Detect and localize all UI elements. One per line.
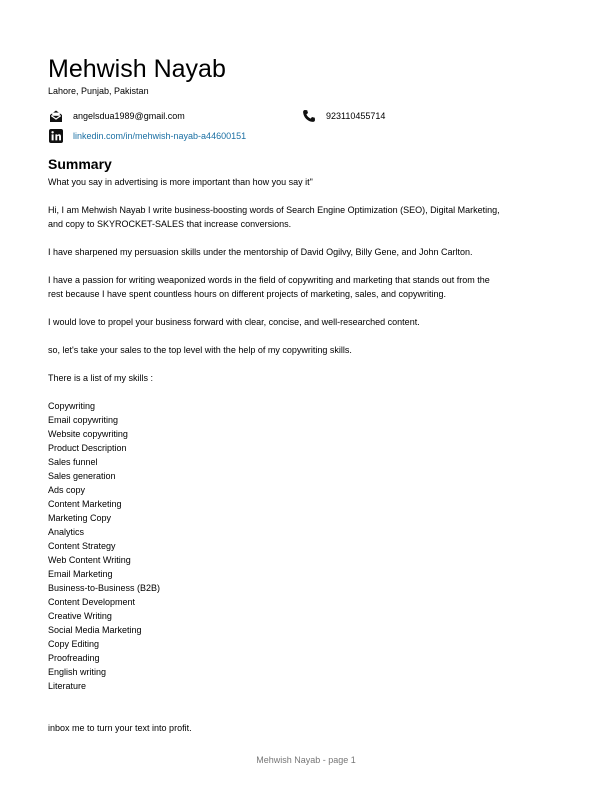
page-footer: Mehwish Nayab - page 1	[256, 755, 356, 765]
skill-item: Email copywriting	[48, 415, 119, 425]
closing-paragraph	[48, 721, 568, 735]
linkedin-link[interactable]: linkedin.com/in/mehwish-nayab-a44600151	[73, 131, 247, 141]
intro-paragraph	[48, 203, 568, 231]
skill-item: Analytics	[48, 527, 85, 537]
skill-item: Sales funnel	[48, 457, 98, 467]
closing-line: inbox me to turn your text into profit.	[48, 723, 192, 733]
summary-heading: Summary	[48, 156, 112, 172]
propel-paragraph	[48, 315, 568, 329]
skill-item: Literature	[48, 681, 87, 691]
linkedin-icon	[48, 128, 64, 144]
passion-line-2: rest because I have spent countless hours on different projects of marketing, sales, and copywriting.	[48, 289, 447, 299]
passion-line-1: I have a passion for writing weaponized words in the field of copywriting and marketing that stands out from the	[48, 275, 490, 285]
skill-item: Copywriting	[48, 401, 96, 411]
email-text[interactable]: angelsdua1989@gmail.com	[73, 111, 185, 121]
candidate-location: Lahore, Punjab, Pakistan	[48, 86, 149, 96]
phone-icon	[302, 109, 316, 123]
skill-item: Copy Editing	[48, 639, 100, 649]
skill-item: Website copywriting	[48, 429, 128, 439]
skill-item: Creative Writing	[48, 611, 112, 621]
sales-paragraph	[48, 343, 568, 357]
summary-quote	[48, 175, 568, 189]
intro-line-1: Hi, I am Mehwish Nayab I write business-boosting words of Search Engine Optimization (SEO), Digital Marketing,	[48, 205, 500, 215]
skill-item: Sales generation	[48, 471, 116, 481]
skill-item: Product Description	[48, 443, 127, 453]
skill-item: Business-to-Business (B2B)	[48, 583, 161, 593]
sales-line: so, let's take your sales to the top level with the help of my copywriting skills.	[48, 345, 352, 355]
skill-item: Content Development	[48, 597, 136, 607]
candidate-name: Mehwish Nayab	[48, 55, 226, 83]
skill-item: Ads copy	[48, 485, 86, 495]
skill-item: Proofreading	[48, 653, 100, 663]
skills-intro-line: There is a list of my skills :	[48, 373, 154, 383]
skill-item: Social Media Marketing	[48, 625, 142, 635]
skill-item: Content Strategy	[48, 541, 116, 551]
skill-item: English writing	[48, 667, 107, 677]
propel-line: I would love to propel your business forward with clear, concise, and well-researched content.	[48, 317, 420, 327]
skill-item: Web Content Writing	[48, 555, 131, 565]
phone-text[interactable]: 923110455714	[326, 111, 386, 121]
intro-line-2: and copy to SKYROCKET-SALES that increase conversions.	[48, 219, 292, 229]
passion-paragraph	[48, 273, 568, 301]
phone-row[interactable]	[302, 108, 385, 124]
quote-text: What you say in advertising is more important than how you say it"	[48, 177, 313, 187]
skills-intro	[48, 371, 568, 385]
mentorship-line: I have sharpened my persuasion skills under the mentorship of David Ogilvy, Billy Gene, and John Carlton.	[48, 247, 473, 257]
mentorship-paragraph	[48, 245, 568, 259]
email-row[interactable]	[48, 108, 185, 124]
email-icon	[48, 108, 64, 124]
linkedin-row[interactable]	[48, 128, 246, 144]
skill-item: Email Marketing	[48, 569, 113, 579]
skills-list	[48, 399, 160, 693]
skill-item: Content Marketing	[48, 499, 122, 509]
skill-item: Marketing Copy	[48, 513, 112, 523]
